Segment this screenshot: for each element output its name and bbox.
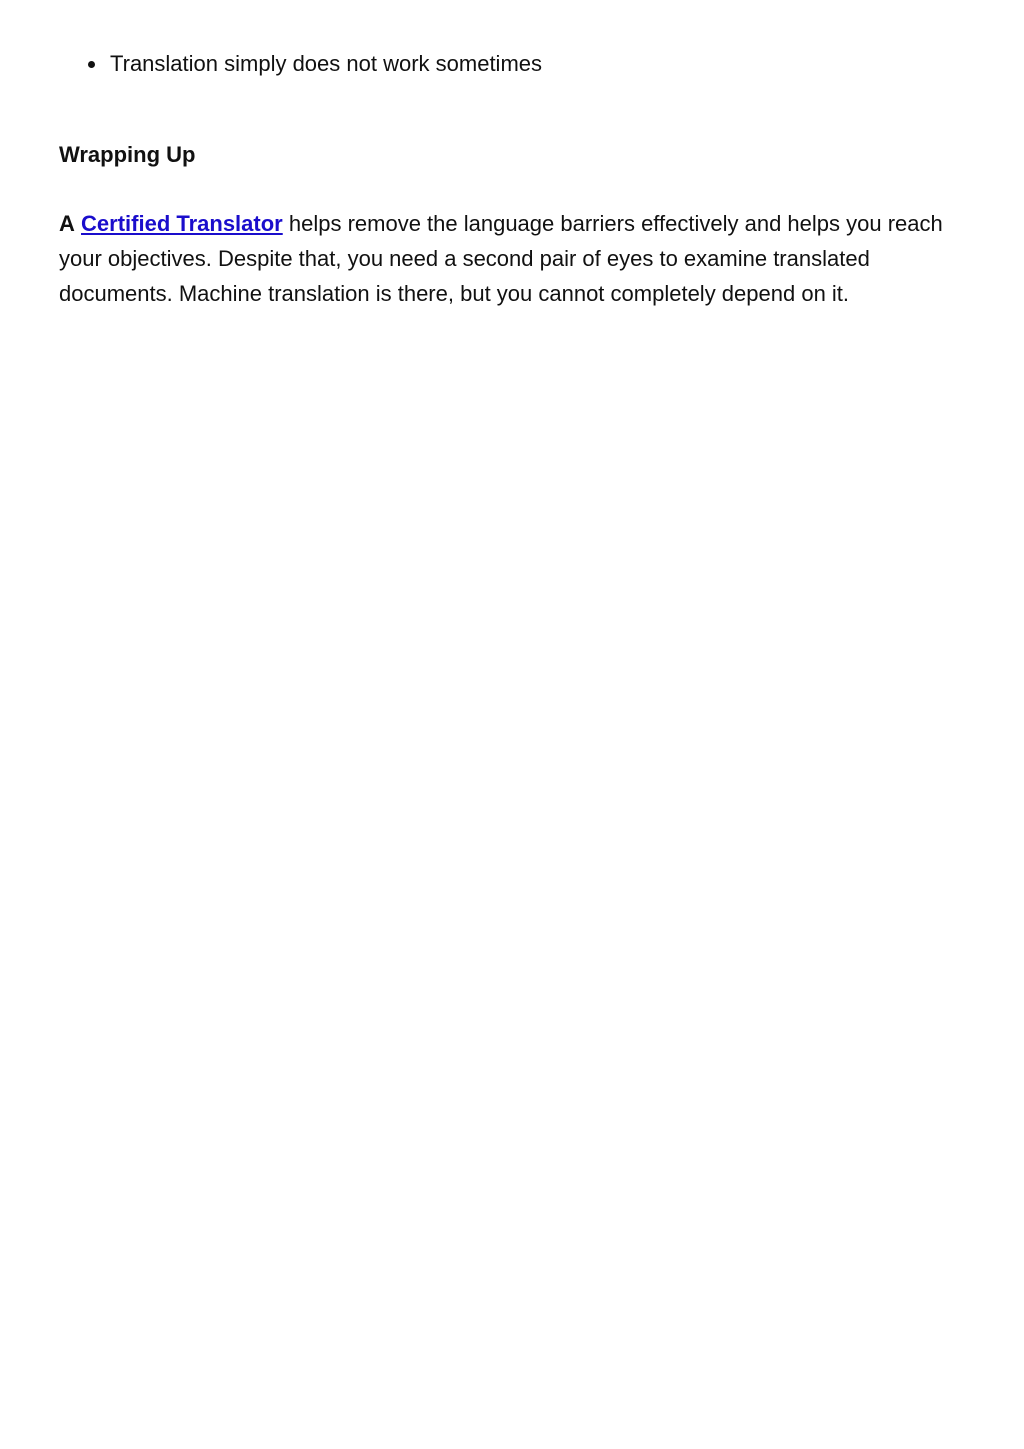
paragraph-line-1-text: helps remove the language barriers effectively and helps you reach [288, 211, 943, 236]
body-paragraph [59, 206, 959, 311]
list-item-text: Translation simply does not work sometimes [110, 51, 543, 76]
paragraph-line-2: your objectives. Despite that, you need a second pair of eyes to examine translated [59, 246, 870, 271]
bullet-icon [88, 61, 95, 68]
paragraph-lead-word: A [59, 211, 75, 236]
paragraph-line-1 [59, 206, 959, 241]
certified-translator-link[interactable]: Certified Translator [81, 211, 283, 236]
paragraph-line-3: documents. Machine translation is there, but you cannot completely depend on it. [59, 281, 850, 306]
bullet-list [88, 50, 542, 78]
list-item [88, 50, 542, 78]
section-heading: Wrapping Up [59, 142, 196, 167]
